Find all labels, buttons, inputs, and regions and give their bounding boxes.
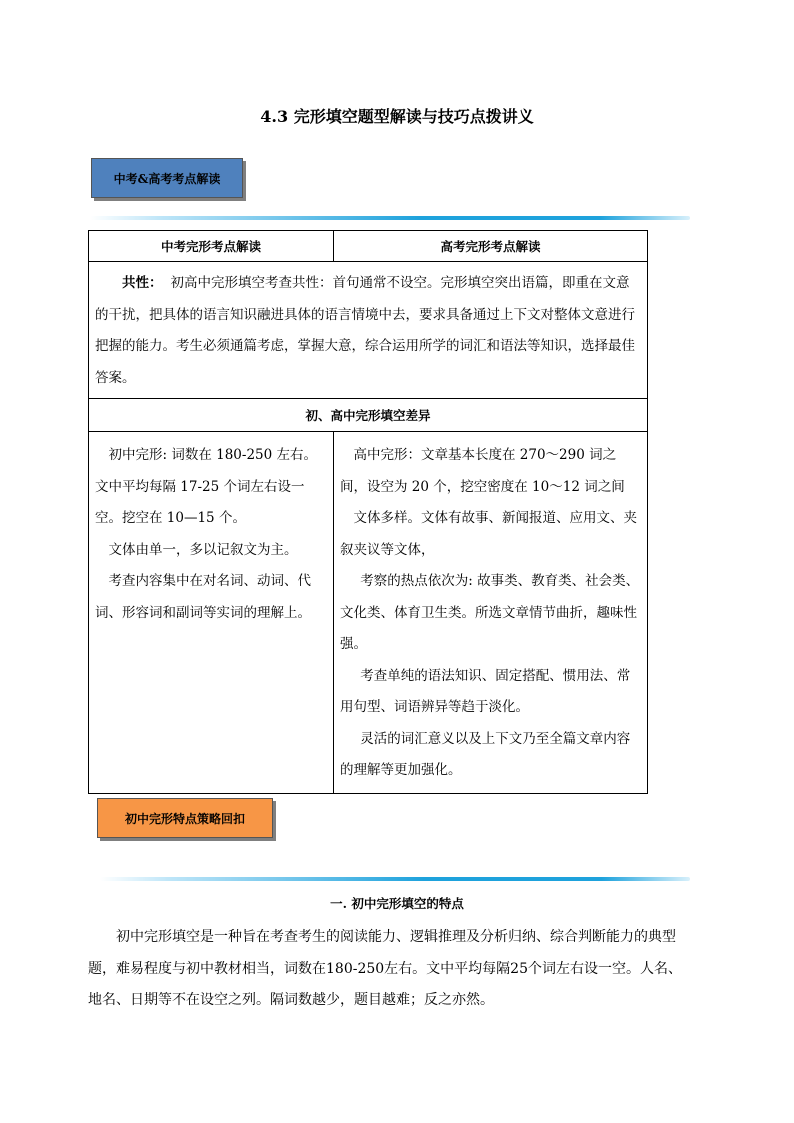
subsection-title: 一. 初中完形填空的特点 bbox=[330, 896, 464, 911]
senior-para: 考察的热点依次为: 故事类、教育类、社会类、文化类、体育卫生类。所选文章情节曲折，趣味性强。 bbox=[340, 573, 640, 652]
divider bbox=[100, 877, 690, 881]
common-label: 共性： bbox=[122, 275, 163, 291]
junior-para: 考查内容集中在对名词、动词、代词、形容词和副词等实词的理解上。 bbox=[95, 573, 311, 621]
comparison-table bbox=[88, 230, 648, 794]
differences-header: 初、高中完形填空差异 bbox=[89, 399, 648, 432]
senior-para: 文体多样。文体有故事、新闻报道、应用文、夹叙夹议等文体， bbox=[340, 510, 637, 558]
junior-para: 初中完形: 词数在 180-250 左右。文中平均每隔 17-25 个词左右设一空。挖空在 10—15 个。 bbox=[95, 447, 318, 526]
column-header-zhongkao: 中考完形考点解读 bbox=[89, 231, 334, 262]
common-features-cell bbox=[89, 262, 648, 399]
section-label-strategy-review: 初中完形特点策略回扣 bbox=[97, 798, 273, 838]
body-paragraph: 初中完形填空是一种旨在考查考生的阅读能力、逻辑推理及分析归纳、综合判断能力的典型题，难易程度与初中教材相当，词数在180-250左右。文中平均每隔25个词左右设一空。人名、 地名、日期等不在设空之列。隔词数越少，题目越难；反之亦然。 bbox=[88, 929, 682, 1008]
senior-para: 高中完形：文章基本长度在 270～290 词之间，设空为 20 个，挖空密度在 10～12 词之间 bbox=[340, 447, 625, 495]
divider bbox=[90, 216, 690, 220]
junior-cloze-cell bbox=[89, 432, 334, 794]
junior-para: 文体由单一，多以记叙文为主。 bbox=[108, 541, 298, 558]
senior-para: 考查单纯的语法知识、固定搭配、惯用法、常用句型、词语辨异等趋于淡化。 bbox=[340, 667, 631, 715]
page-title: 4.3 完形填空题型解读与技巧点拨讲义 bbox=[260, 107, 534, 126]
column-header-gaokao: 高考完形考点解读 bbox=[334, 231, 648, 262]
senior-para: 灵活的词汇意义以及上下文乃至全篇文章内容的理解等更加强化。 bbox=[340, 730, 631, 778]
section-label-exam-analysis: 中考&高考考点解读 bbox=[91, 158, 243, 198]
senior-cloze-cell bbox=[334, 432, 648, 794]
common-text: 初高中完形填空考查共性：首句通常不设空。完形填空突出语篇，即重在文意的干扰，把具体的语言知识融进具体的语言情境中去，要求具备通过上下文对整体文意进行把握的能力。考生必须通篇考虑，掌握大意，综合运用所学的词汇和语法等知识，选择最佳答案。 bbox=[95, 275, 635, 386]
